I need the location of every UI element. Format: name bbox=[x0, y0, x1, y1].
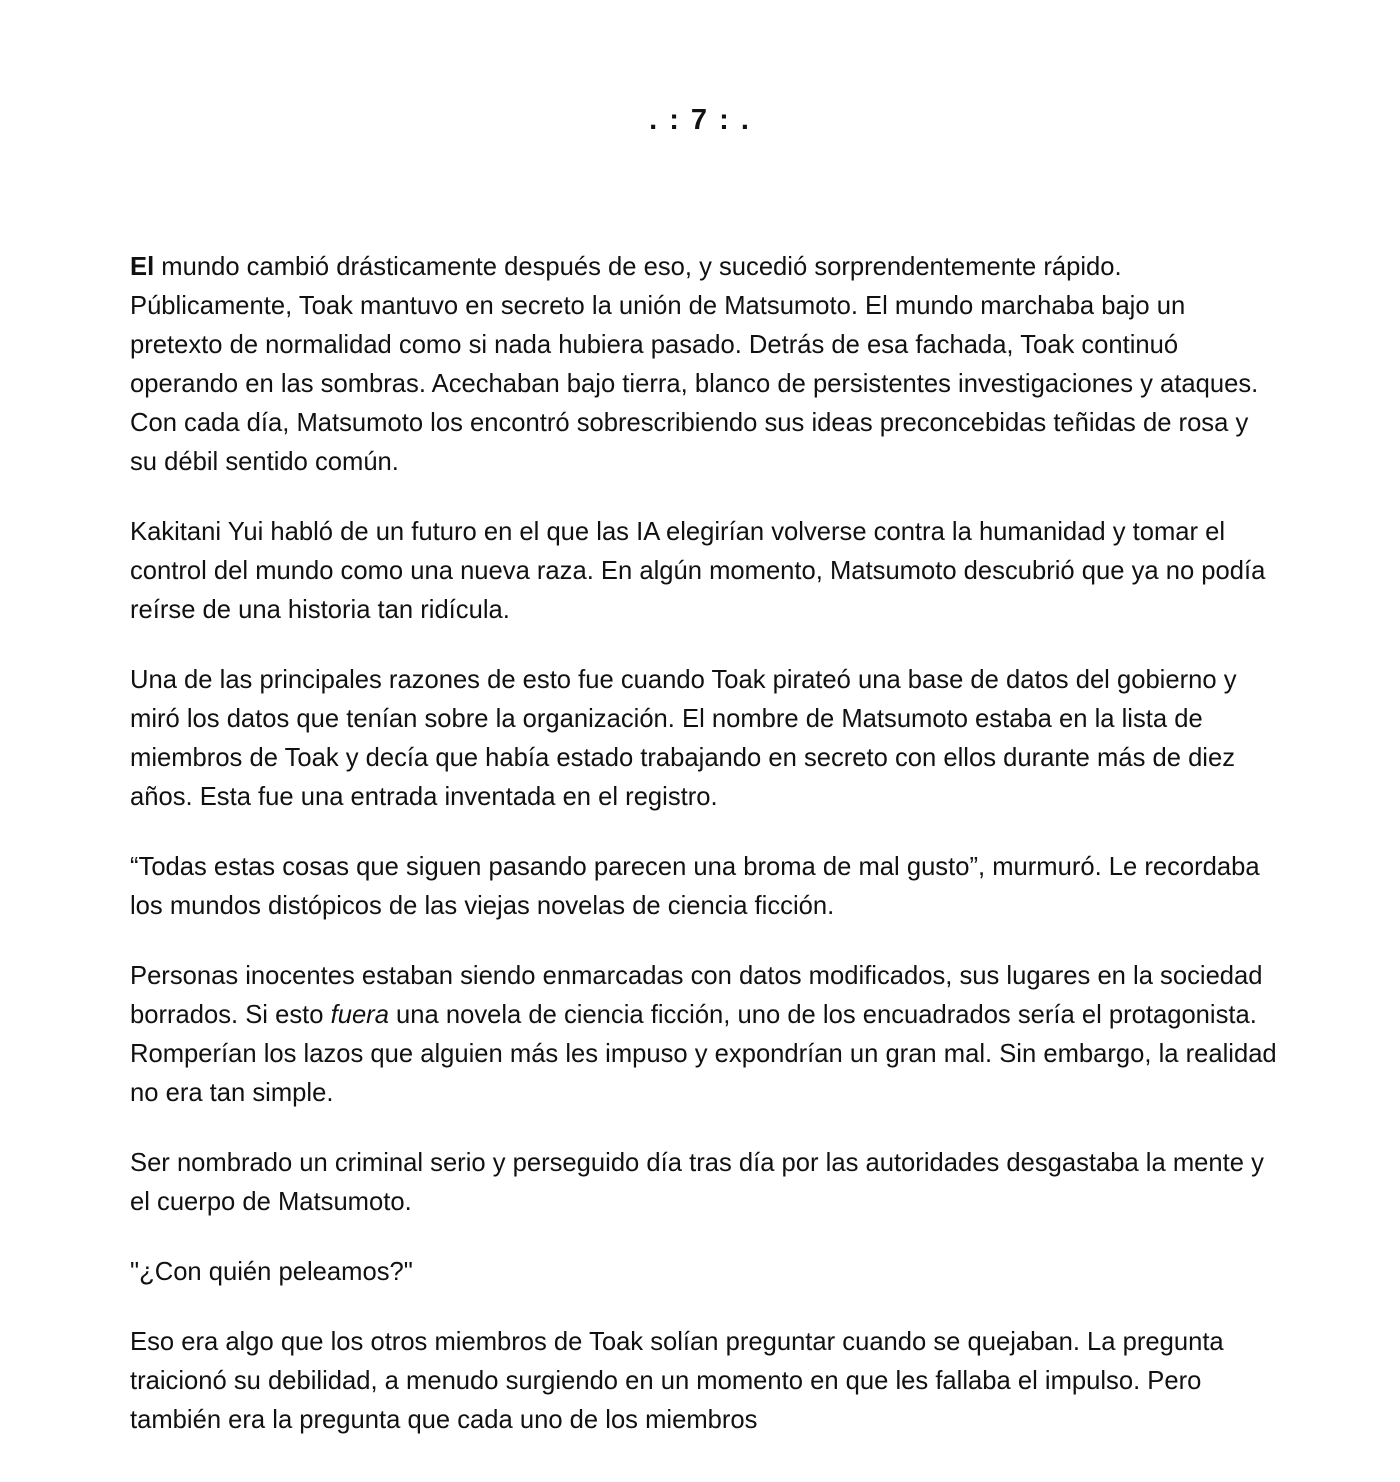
paragraph-lead-word: El bbox=[130, 253, 155, 281]
paragraph-5-text-before: Personas inocentes estaban siendo enmarcadas con datos modificados, sus lugares en la sociedad borrados. Si esto bbox=[130, 962, 1263, 1029]
paragraph-6: Ser nombrado un criminal serio y perseguido día tras día por las autoridades desgastaba la mente y el cuerpo de Matsumoto. bbox=[130, 1149, 1264, 1216]
chapter-heading: . : 7 : . bbox=[649, 104, 751, 136]
paragraph-4: “Todas estas cosas que siguen pasando parecen una broma de mal gusto”, murmuró. Le recordaba los mundos distópicos de las viejas novelas de ciencia ficción. bbox=[130, 853, 1260, 920]
emphasized-word: fuera bbox=[330, 1001, 389, 1029]
body-text bbox=[130, 248, 1280, 1471]
paragraph-1 bbox=[130, 248, 1280, 482]
paragraph-5-text-after: una novela de ciencia ficción, uno de los encuadrados sería el protagonista. Romperían los lazos que alguien más les impuso y expondrían un gran mal. Sin embargo, la realidad no era tan simple. bbox=[130, 1001, 1277, 1107]
paragraph-3: Una de las principales razones de esto fue cuando Toak pirateó una base de datos del gobierno y miró los datos que tenían sobre la organización. El nombre de Matsumoto estaba en la lista de miembros de Toak y decía que había estado trabajando en secreto con ellos durante más de diez años. Esta fue una entrada inventada en el registro. bbox=[130, 666, 1237, 811]
paragraph-5 bbox=[130, 957, 1280, 1113]
paragraph-1-text: mundo cambió drásticamente después de eso, y sucedió sorprendentemente rápido. Públicamente, Toak mantuvo en secreto la unión de Matsumoto. El mundo marchaba bajo un pretexto de normalidad como si nada hubiera pasado. Detrás de esa fachada, Toak continuó operando en las sombras. Acechaban bajo tierra, blanco de persistentes investigaciones y ataques. Con cada día, Matsumoto los encontró sobrescribiendo sus ideas preconcebidas teñidas de rosa y su débil sentido común. bbox=[130, 253, 1259, 476]
paragraph-8: Eso era algo que los otros miembros de Toak solían preguntar cuando se quejaban. La pregunta traicionó su debilidad, a menudo surgiendo en un momento en que les fallaba el impulso. Pero también era la pregunta que cada uno de los miembros bbox=[130, 1328, 1224, 1434]
paragraph-7: "¿Con quién peleamos?" bbox=[130, 1258, 413, 1286]
paragraph-2: Kakitani Yui habló de un futuro en el que las IA elegirían volverse contra la humanidad y tomar el control del mundo como una nueva raza. En algún momento, Matsumoto descubrió que ya no podía reírse de una historia tan ridícula. bbox=[130, 518, 1266, 624]
